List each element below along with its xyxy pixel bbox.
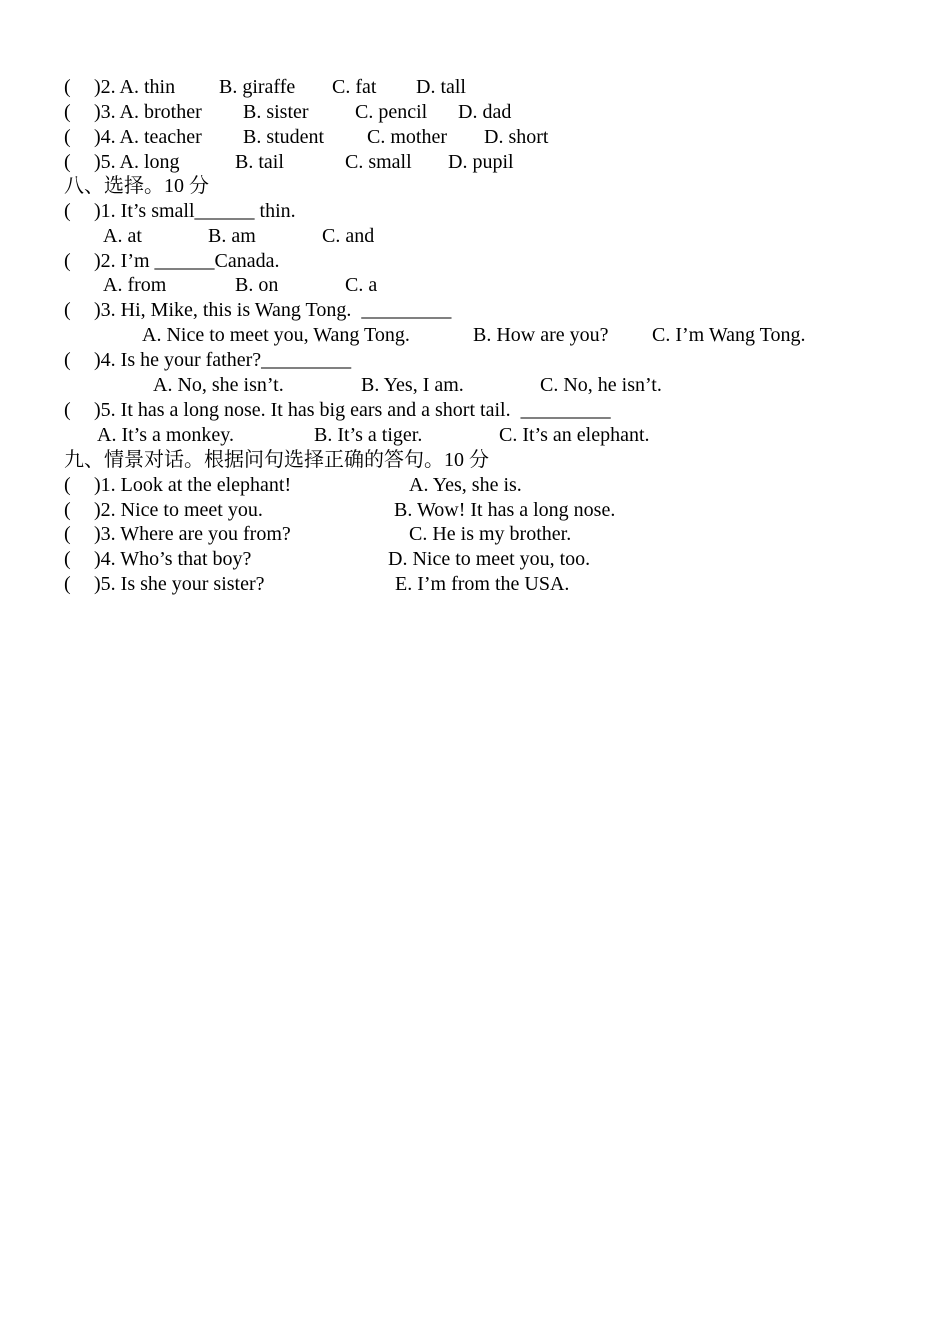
dialogue-row-1 bbox=[64, 473, 522, 498]
question-stem: )4. Is he your father?_________ bbox=[94, 349, 352, 371]
option-c: C. It’s an elephant. bbox=[499, 424, 650, 446]
section-heading-ix: 九、情景对话。根据问句选择正确的答句。10 分 bbox=[64, 449, 489, 471]
option-b: B. It’s a tiger. bbox=[314, 424, 423, 446]
option-c: C. pencil bbox=[355, 101, 428, 123]
dialogue-question: )3. Where are you from? bbox=[94, 523, 291, 545]
dialogue-question: )1. Look at the elephant! bbox=[94, 474, 292, 496]
question-option-a: )2. A. thin bbox=[94, 76, 176, 98]
choice-options-1 bbox=[64, 224, 375, 249]
dialogue-row-3 bbox=[64, 522, 572, 547]
option-c: C. and bbox=[322, 225, 375, 247]
option-b: B. student bbox=[243, 126, 325, 148]
option-a: A. Nice to meet you, Wang Tong. bbox=[142, 324, 410, 346]
option-b: B. Yes, I am. bbox=[361, 374, 464, 396]
question-option-a: )4. A. teacher bbox=[94, 126, 202, 148]
vocab-question-4 bbox=[64, 125, 549, 150]
option-b: B. tail bbox=[235, 151, 284, 173]
option-d: D. pupil bbox=[448, 151, 514, 173]
option-c: C. small bbox=[345, 151, 412, 173]
dialogue-row-4 bbox=[64, 547, 591, 572]
answer-paren: ( bbox=[64, 200, 71, 222]
option-c: C. mother bbox=[367, 126, 447, 148]
answer-paren: ( bbox=[64, 151, 71, 173]
choice-question-3 bbox=[64, 298, 452, 323]
option-a: A. at bbox=[103, 225, 142, 247]
choice-options-5 bbox=[64, 423, 650, 448]
question-stem: )1. It’s small______ thin. bbox=[94, 200, 296, 222]
dialogue-answer: D. Nice to meet you, too. bbox=[388, 548, 591, 570]
section-heading-viii: 八、选择。10 分 bbox=[64, 175, 209, 197]
dialogue-question: )5. Is she your sister? bbox=[94, 573, 265, 595]
vocab-question-3 bbox=[64, 100, 512, 125]
answer-paren: ( bbox=[64, 126, 71, 148]
option-c: C. fat bbox=[332, 76, 377, 98]
dialogue-answer: E. I’m from the USA. bbox=[395, 573, 570, 595]
option-c: C. I’m Wang Tong. bbox=[652, 324, 806, 346]
option-d: D. short bbox=[484, 126, 549, 148]
answer-paren: ( bbox=[64, 474, 71, 496]
answer-paren: ( bbox=[64, 101, 71, 123]
option-b: B. am bbox=[208, 225, 256, 247]
option-d: D. tall bbox=[416, 76, 466, 98]
answer-paren: ( bbox=[64, 573, 71, 595]
answer-paren: ( bbox=[64, 548, 71, 570]
dialogue-answer: A. Yes, she is. bbox=[409, 474, 522, 496]
answer-paren: ( bbox=[64, 299, 71, 321]
option-a: A. from bbox=[103, 274, 167, 296]
question-stem: )5. It has a long nose. It has big ears and a short tail. _________ bbox=[94, 399, 611, 421]
option-d: D. dad bbox=[458, 101, 512, 123]
answer-paren: ( bbox=[64, 499, 71, 521]
option-a: A. No, she isn’t. bbox=[153, 374, 284, 396]
answer-paren: ( bbox=[64, 250, 71, 272]
choice-question-2 bbox=[64, 249, 280, 274]
answer-paren: ( bbox=[64, 76, 71, 98]
option-b: B. giraffe bbox=[219, 76, 296, 98]
option-c: C. a bbox=[345, 274, 378, 296]
choice-question-1 bbox=[64, 199, 296, 224]
question-option-a: )3. A. brother bbox=[94, 101, 202, 123]
option-b: B. sister bbox=[243, 101, 309, 123]
dialogue-question: )4. Who’s that boy? bbox=[94, 548, 252, 570]
dialogue-answer: B. Wow! It has a long nose. bbox=[394, 499, 616, 521]
choice-options-2 bbox=[64, 273, 378, 298]
dialogue-question: )2. Nice to meet you. bbox=[94, 499, 263, 521]
choice-options-4 bbox=[64, 373, 662, 398]
answer-paren: ( bbox=[64, 523, 71, 545]
option-b: B. How are you? bbox=[473, 324, 609, 346]
question-stem: )3. Hi, Mike, this is Wang Tong. _________ bbox=[94, 299, 452, 321]
option-a: A. It’s a monkey. bbox=[97, 424, 235, 446]
dialogue-row-5 bbox=[64, 572, 570, 597]
dialogue-answer: C. He is my brother. bbox=[409, 523, 572, 545]
vocab-question-2 bbox=[64, 75, 466, 100]
dialogue-row-2 bbox=[64, 498, 616, 523]
vocab-question-5 bbox=[64, 150, 514, 175]
answer-paren: ( bbox=[64, 399, 71, 421]
choice-question-4 bbox=[64, 348, 352, 373]
answer-paren: ( bbox=[64, 349, 71, 371]
option-c: C. No, he isn’t. bbox=[540, 374, 662, 396]
choice-question-5 bbox=[64, 398, 611, 423]
option-b: B. on bbox=[235, 274, 279, 296]
choice-options-3 bbox=[64, 323, 806, 348]
question-stem: )2. I’m ______Canada. bbox=[94, 250, 280, 272]
question-option-a: )5. A. long bbox=[94, 151, 180, 173]
